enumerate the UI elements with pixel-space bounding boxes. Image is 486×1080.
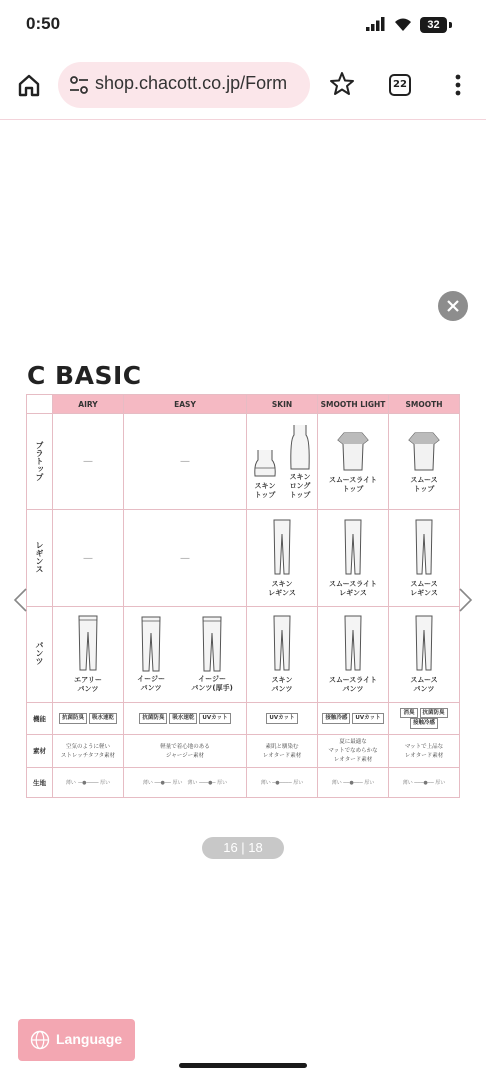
cell-material-smooth-light: 夏に最適な マットでなめらかな レオタード素材: [318, 735, 389, 767]
status-bar: [0, 0, 486, 52]
col-header-airy: AIRY: [53, 395, 124, 414]
col-header-easy: EASY: [124, 395, 247, 414]
cell-leggings-skin: スキン レギンス: [247, 510, 318, 606]
easy-pants-thick-illustration: [200, 615, 224, 673]
toolbar-divider: [0, 119, 486, 120]
table-row: [27, 510, 460, 606]
cell-bra-smooth: スムース トップ: [389, 414, 460, 510]
table-row: [27, 606, 460, 702]
cell-fabric-skin: 薄い ─●──── 厚い: [247, 767, 318, 797]
address-bar[interactable]: [58, 62, 310, 108]
cell-leggings-smooth-light: スムースライト レギンス: [318, 510, 389, 606]
table-row: [27, 702, 460, 734]
function-badge: UVカット: [352, 713, 383, 724]
cell-bra-skin: スキン トップ スキン ロング トップ: [247, 414, 318, 510]
tab-switcher-button[interactable]: 22: [389, 74, 411, 96]
image-pager: 16 | 18: [202, 837, 284, 859]
cell-pants-easy: イージー パンツ イージー パンツ(厚手): [124, 606, 247, 702]
table-row: [27, 735, 460, 767]
function-badge: 接触冷感: [322, 713, 350, 724]
cell-function-easy: [124, 702, 247, 734]
home-indicator[interactable]: [179, 1063, 307, 1068]
cell-fabric-airy: 薄い ·─●──── 厚い: [53, 767, 124, 797]
row-label-leggings: レギンス: [27, 510, 53, 606]
language-button[interactable]: [18, 1019, 135, 1061]
col-header-smooth-light: SMOOTH LIGHT: [318, 395, 389, 414]
wifi-icon: [393, 16, 413, 32]
smooth-light-top-illustration: [336, 430, 370, 472]
product-comparison-table: [26, 394, 459, 798]
row-label-fabric: 生地: [27, 767, 53, 797]
bookmark-star-icon[interactable]: [328, 70, 356, 98]
skin-long-top-illustration: [286, 423, 314, 471]
cell-leggings-airy: —: [53, 510, 124, 606]
globe-icon: [30, 1030, 50, 1050]
chart-title: C BASIC: [27, 361, 142, 390]
cell-pants-skin: スキン パンツ: [247, 606, 318, 702]
smooth-leggings-illustration: [413, 518, 435, 576]
cell-function-smooth: [389, 702, 460, 734]
function-badge: 抗菌防臭: [139, 713, 167, 724]
cell-material-easy: 軽量で着心地のある ジャージー素材: [124, 735, 247, 767]
row-label-material: 素材: [27, 735, 53, 767]
status-time: 0:50: [26, 14, 61, 33]
function-badge: 吸水速乾: [89, 713, 117, 724]
cell-leggings-smooth: スムース レギンス: [389, 510, 460, 606]
signal-icon: [366, 17, 386, 31]
cell-fabric-easy: 薄い ──●── 厚い 薄い ───●─ 厚い: [124, 767, 247, 797]
col-header-smooth: SMOOTH: [389, 395, 460, 414]
more-menu-icon[interactable]: [448, 73, 468, 97]
cell-fabric-smooth-light: 薄い ──●─── 厚い: [318, 767, 389, 797]
corner-cell: [27, 395, 53, 414]
function-badge: UVカット: [266, 713, 297, 724]
row-label-bra: ブラトップ: [27, 414, 53, 510]
function-badge: 吸水速乾: [169, 713, 197, 724]
cell-bra-airy: —: [53, 414, 124, 510]
cell-bra-easy: —: [124, 414, 247, 510]
cell-material-smooth: マットで上品な レオタード素材: [389, 735, 460, 767]
chevron-right-icon[interactable]: [456, 585, 476, 615]
airy-pants-illustration: [76, 614, 100, 672]
cell-material-airy: 空気のように軽い ストレッチタフタ素材: [53, 735, 124, 767]
chevron-left-icon[interactable]: [10, 585, 30, 615]
battery-tip: [449, 22, 452, 28]
cell-pants-smooth: スムース パンツ: [389, 606, 460, 702]
url-text[interactable]: shop.chacott.co.jp/Form: [95, 73, 288, 93]
smooth-top-illustration: [407, 430, 441, 472]
function-badge: 消臭: [400, 708, 417, 719]
cell-leggings-easy: —: [124, 510, 247, 606]
cell-pants-smooth-light: スムースライト パンツ: [318, 606, 389, 702]
smooth-pants-illustration: [413, 614, 435, 672]
function-badge: UVカット: [199, 713, 230, 724]
function-badge: 抗菌防臭: [59, 713, 87, 724]
skin-leggings-illustration: [271, 518, 293, 576]
table-header-row: [27, 395, 460, 414]
skin-pants-illustration: [271, 614, 293, 672]
cell-material-skin: 素肌と馴染む レオタード素材: [247, 735, 318, 767]
row-label-function: 機能: [27, 702, 53, 734]
smooth-light-pants-illustration: [342, 614, 364, 672]
row-label-pants: パンツ: [27, 606, 53, 702]
cell-bra-smooth-light: スムースライト トップ: [318, 414, 389, 510]
table-row: [27, 414, 460, 510]
close-icon: [438, 291, 468, 321]
skin-top-illustration: [250, 446, 280, 480]
cell-fabric-smooth: 薄い ───●── 厚い: [389, 767, 460, 797]
function-badge: 抗菌防臭: [420, 708, 448, 719]
home-icon[interactable]: [14, 70, 44, 100]
easy-pants-illustration: [139, 615, 163, 673]
col-header-skin: SKIN: [247, 395, 318, 414]
cell-function-smooth-light: [318, 702, 389, 734]
battery-icon: 32: [420, 17, 447, 33]
cell-pants-airy: エアリー パンツ: [53, 606, 124, 702]
table-row: [27, 767, 460, 797]
close-button[interactable]: [438, 291, 468, 321]
cell-function-skin: [247, 702, 318, 734]
browser-toolbar: [0, 56, 486, 116]
smooth-light-leggings-illustration: [342, 518, 364, 576]
cell-function-airy: [53, 702, 124, 734]
function-badge: 接触冷感: [410, 718, 438, 729]
site-settings-icon[interactable]: [68, 74, 90, 96]
language-label: Language: [56, 1031, 123, 1047]
